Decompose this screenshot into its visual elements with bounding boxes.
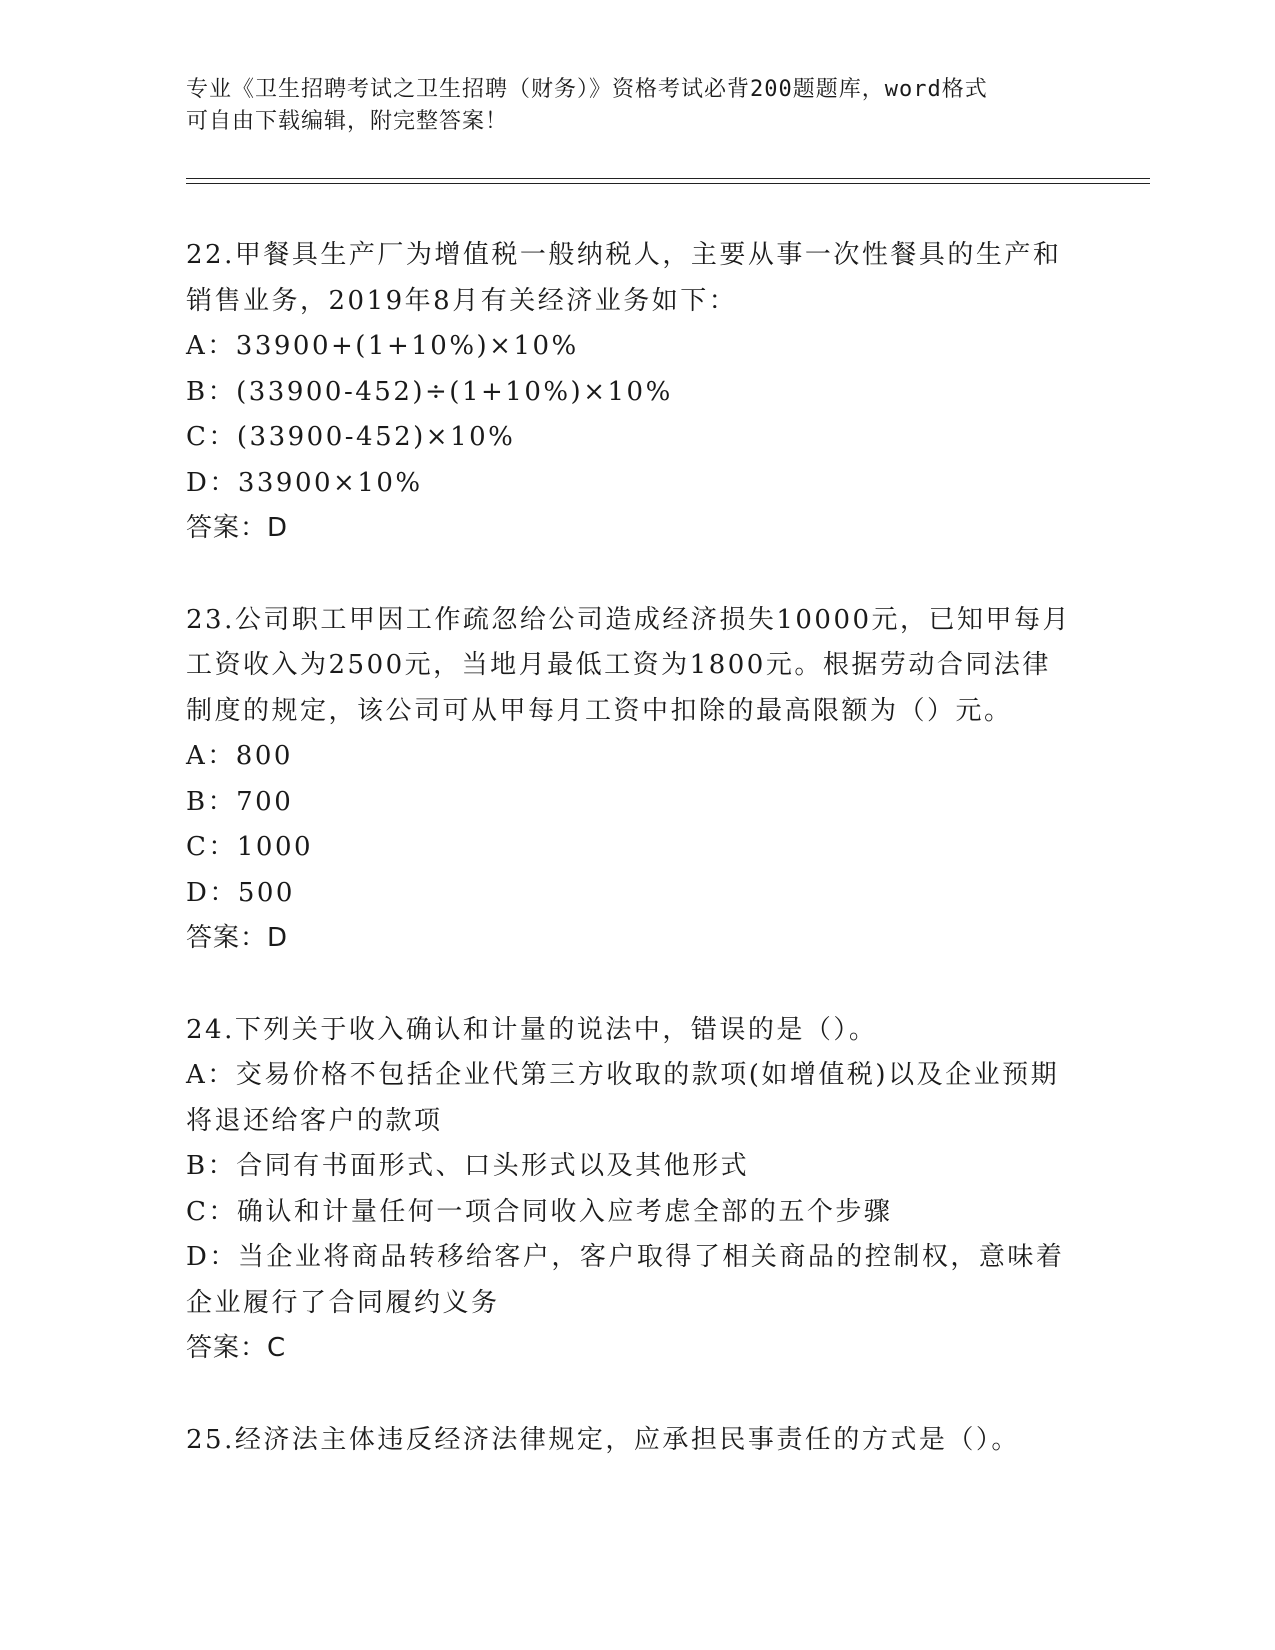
option-a: A：33900+(1+10%)×10% (186, 331, 579, 361)
option-a: A：交易价格不包括企业代第三方收取的款项(如增值税)以及企业预期 (186, 1060, 1060, 1090)
document-header (186, 74, 1066, 138)
answer: 答案：C (186, 1333, 287, 1363)
question-stem: 24.下列关于收入确认和计量的说法中，错误的是（）。 (186, 1014, 878, 1045)
option-b: B：(33900-452)÷(1+10%)×10% (186, 376, 673, 407)
option-d: D：33900×10% (186, 467, 423, 498)
option-d: D：500 (186, 877, 295, 908)
answer: 答案：D (186, 513, 289, 543)
question-stem: 工资收入为2500元，当地月最低工资为1800元。根据劳动合同法律 (186, 650, 1051, 680)
question-stem: 22.甲餐具生产厂为增值税一般纳税人，主要从事一次性餐具的生产和 (186, 240, 1062, 270)
question-list (186, 233, 1086, 1509)
question-23 (186, 598, 1086, 962)
option-c: C：确认和计量任何一项合同收入应考虑全部的五个步骤 (186, 1196, 893, 1227)
option-d: D：当企业将商品转移给客户，客户取得了相关商品的控制权，意味着 (186, 1242, 1065, 1272)
question-stem: 销售业务，2019年8月有关经济业务如下： (186, 285, 738, 316)
question-24 (186, 1008, 1086, 1372)
option-a-continued: 将退还给客户的款项 (186, 1105, 443, 1136)
question-25 (186, 1418, 1086, 1464)
header-line: 专业《卫生招聘考试之卫生招聘（财务）》资格考试必背200题题库，word格式 (186, 77, 988, 102)
question-stem: 制度的规定，该公司可从甲每月工资中扣除的最高限额为（）元。 (186, 695, 1013, 726)
option-b: B：700 (186, 786, 294, 817)
option-c: C：(33900-452)×10% (186, 422, 516, 452)
question-stem: 23.公司职工甲因工作疏忽给公司造成经济损失10000元，已知甲每月 (186, 604, 1072, 635)
option-c: C：1000 (186, 832, 314, 862)
option-d-continued: 企业履行了合同履约义务 (186, 1287, 500, 1318)
question-22 (186, 233, 1086, 552)
header-divider-bottom (186, 183, 1150, 184)
answer: 答案：D (186, 923, 289, 953)
option-a: A：800 (186, 741, 293, 771)
header-line: 可自由下载编辑，附完整答案！ (186, 109, 509, 134)
question-stem: 25.经济法主体违反经济法律规定，应承担民事责任的方式是（）。 (186, 1424, 1020, 1455)
header-divider-top (186, 178, 1150, 179)
option-b: B：合同有书面形式、口头形式以及其他形式 (186, 1151, 750, 1181)
